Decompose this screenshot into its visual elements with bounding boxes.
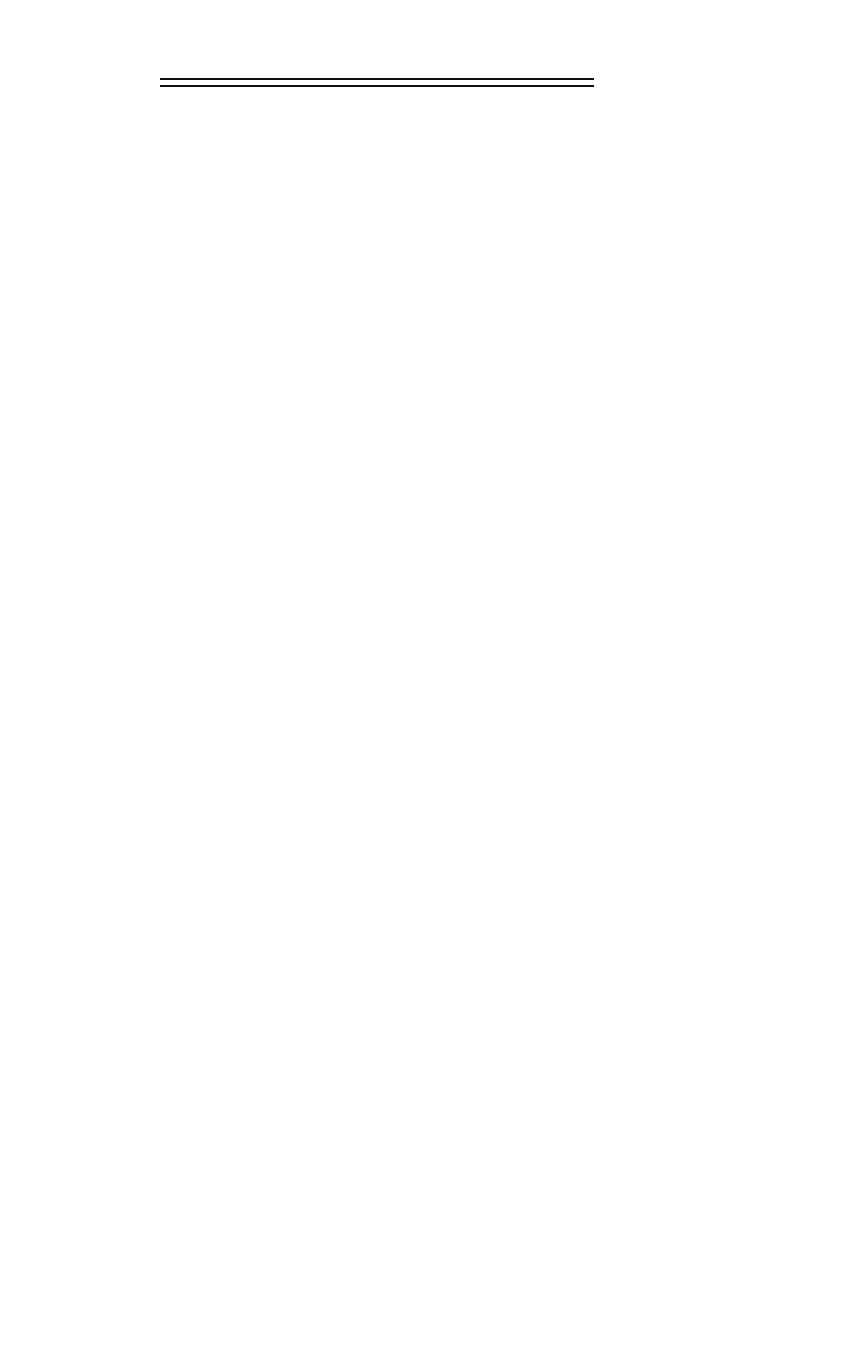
header-double-rule: [160, 78, 594, 87]
